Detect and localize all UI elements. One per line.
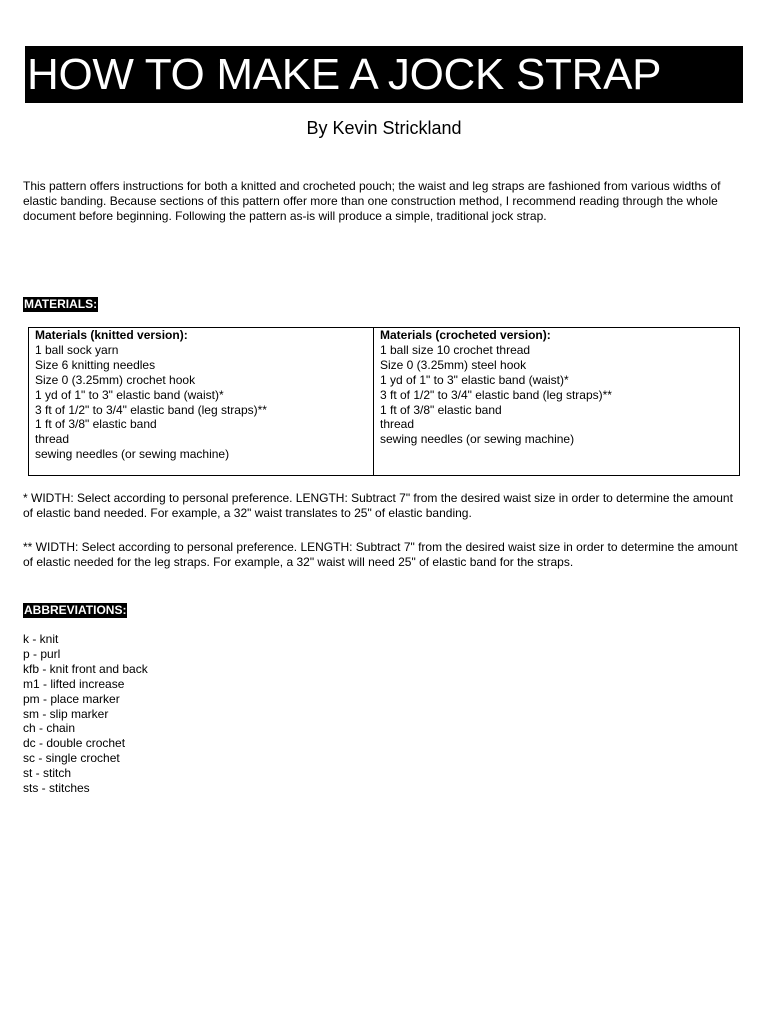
abbreviations-heading: ABBREVIATIONS: [24,603,127,617]
materials-crocheted-item: sewing needles (or sewing machine) [380,432,575,447]
materials-crocheted-list [380,343,733,447]
materials-crocheted-header: Materials (crocheted version): [380,328,551,342]
abbreviation-item: m1 - lifted increase [23,676,125,691]
materials-knitted-item: 1 ball sock yarn [35,342,119,357]
materials-knitted-item: sewing needles (or sewing machine) [35,447,230,462]
author-byline: By Kevin Strickland [306,118,462,138]
abbreviation-item: sts - stitches [23,781,90,796]
materials-heading: MATERIALS: [24,297,98,311]
abbreviation-item: p - purl [23,646,61,661]
materials-knitted-item: 1 ft of 3/8" elastic band [35,417,157,432]
abbreviation-item: sc - single crochet [23,751,120,766]
materials-knitted-item: thread [35,432,70,447]
materials-knitted-header: Materials (knitted version): [35,328,188,342]
footnote-leg-straps: ** WIDTH: Select according to personal preference. LENGTH: Subtract 7" from the desired waist size in order to determine the amount of elastic needed for the leg straps. For example, a 32" waist will need 25" of elastic band for the straps. [23,540,738,569]
materials-crocheted-column [374,328,739,475]
abbreviation-item: sm - slip marker [23,706,109,721]
abbreviation-item: ch - chain [23,721,76,736]
materials-crocheted-item: thread [380,417,415,432]
abbreviation-item: st - stitch [23,766,72,781]
abbreviation-item: dc - double crochet [23,736,126,751]
document-title-bar [25,46,743,103]
materials-knitted-item: Size 0 (3.25mm) crochet hook [35,372,196,387]
abbreviation-item: kfb - knit front and back [23,661,148,676]
footnote-waist: * WIDTH: Select according to personal preference. LENGTH: Subtract 7" from the desired waist size in order to determine the amount of elastic band needed. For example, a 32" waist translates to 25" of elastic banding. [23,491,733,520]
abbreviation-item: pm - place marker [23,691,120,706]
materials-crocheted-item: 1 yd of 1" to 3" elastic band (waist)* [380,372,569,387]
intro-paragraph: This pattern offers instructions for both a knitted and crocheted pouch; the waist and leg straps are fashioned from various widths of elastic banding. Because sections of this pattern offer more than one construction method, I recommend reading through the whole document before beginning. Following the pattern as-is will produce a simple, traditional jock strap. [23,179,721,223]
materials-crocheted-item: 3 ft of 1/2" to 3/4" elastic band (leg straps)** [380,387,612,402]
materials-table [28,327,740,476]
abbreviations-list [23,632,148,796]
materials-knitted-item: 3 ft of 1/2" to 3/4" elastic band (leg straps)** [35,402,267,417]
materials-knitted-item: Size 6 knitting needles [35,357,156,372]
materials-crocheted-item: 1 ft of 3/8" elastic band [380,402,502,417]
materials-knitted-list [35,343,367,462]
materials-crocheted-item: 1 ball size 10 crochet thread [380,342,531,357]
materials-knitted-column [29,328,374,475]
abbreviation-item: k - knit [23,632,59,646]
materials-crocheted-item: Size 0 (3.25mm) steel hook [380,357,527,372]
document-title: HOW TO MAKE A JOCK STRAP [27,50,662,99]
materials-knitted-item: 1 yd of 1" to 3" elastic band (waist)* [35,387,224,402]
